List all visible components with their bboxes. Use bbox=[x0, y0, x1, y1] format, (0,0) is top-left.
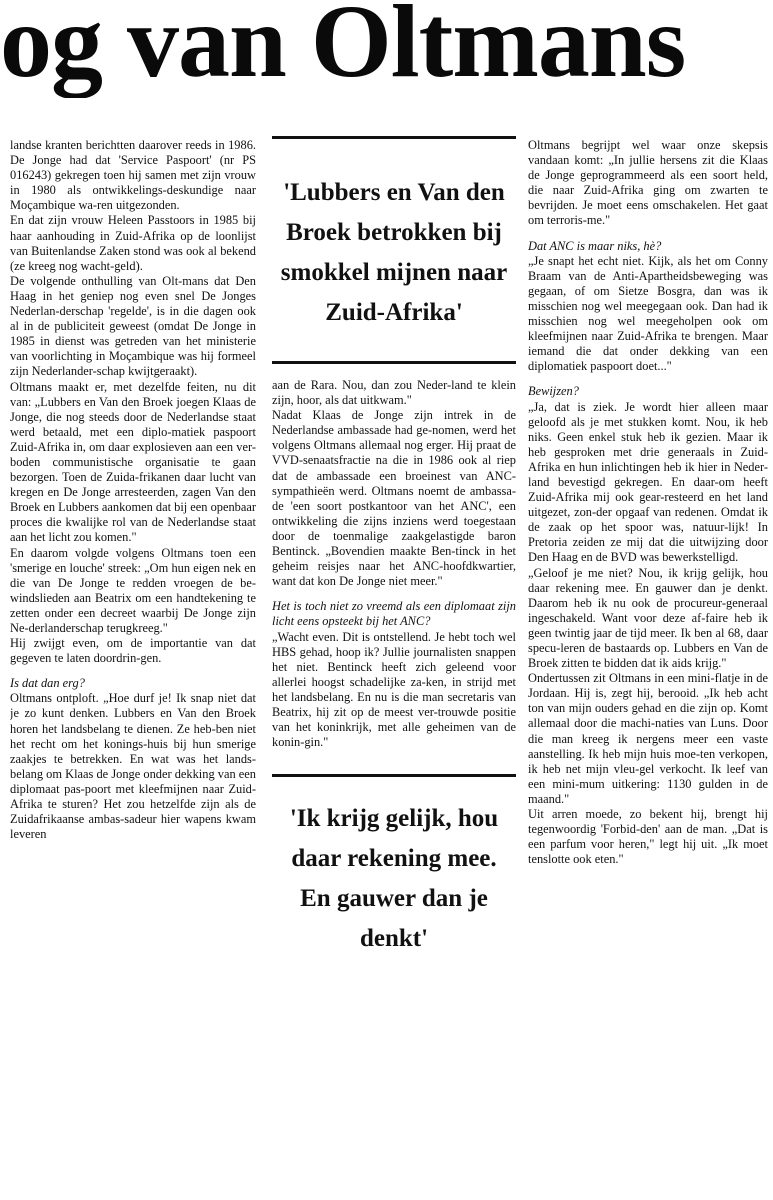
paragraph: Uit arren moede, zo bekent hij, brengt hij tegenwoordig 'Forbid-den' aan de man. „Dat is een parfum voor heren," legt hij uit. „Ik moet tenslotte ook eten." bbox=[528, 807, 768, 867]
paragraph: „Wacht even. Dit is ontstellend. Je hebt toch wel HBS gehad, hoop ik? Jullie journalisten snappen het niet. Bentinck heeft zich geleend voor allerlei hoogst schadelijke za-ken, in strijd met het landsbelang. En nu is die man secretaris van Beatrix, hij zit op de meest ver-trouwde positie van het koninkrijk, met alle geheimen van de konin-gin." bbox=[272, 629, 516, 750]
column-1 bbox=[10, 138, 256, 1200]
paragraph: Oltmans maakt er, met dezelfde feiten, nu dit van: „Lubbers en Van den Broek joegen Klaas de Jonge, die nog steeds door de Nederlandse staat werd betaald, met een diplo-matiek paspoort Zuid-Afrika in, om daar explosieven aan een ver-boden communistische organisatie te gaan bezorgen. Toen de Zuida-frikanen daar lucht van kregen en De Jonge arresteerden, zagen Van den Broek en Lubbers aankomen dat bij een openbaar proces die kwalijke rol van de Nederlandse staat aan het licht zou komen." bbox=[10, 379, 256, 545]
pull-quote-top: 'Lubbers en Van den Broek betrokken bij smokkel mijnen naar Zuid-Afrika' bbox=[272, 136, 516, 364]
paragraph: Nadat Klaas de Jonge zijn intrek in de Nederlandse ambassade had ge-nomen, werd het volgens Oltmans allemaal nog erger. Hij praat de VVD-senaatsfractie na die in 1986 ook al riep dat de ambassade een broeinest van ANC-sympathieën werd. Oltmans noemt de ambassa-de 'een soort postkantoor van het ANC', een ontwikkeling die zijns inziens werd toegestaan door de toenmalige zaakgelastigde baron Bentinck. „Bovendien maakte Ben-tinck in het geheim reisjes naar het ANC-hoofdkwartier, want dat kon De Jonge niet meer." bbox=[272, 408, 516, 589]
paragraph: „Ja, dat is ziek. Je wordt hier alleen maar geloofd als je met stukken komt. Nou, ik heb niks. Geen enkel stuk heb ik gezien. Maar ik heb gesproken met drie generaals in Zuid-Afrika en hun inlichtingen heb ik hier in Neder-land bevestigd gekregen. En daar-om heeft Zuid-Afrika mij ook gear-resteerd en het land uitgezet, zon-der opgaaf van redenen. Omdat ik de zaak op het spoor was, natuur-lijk! In Pretoria zeiden ze mij dat die uitwijzing door Den Haag en de BVD was bewerkstelligd. bbox=[528, 399, 768, 565]
paragraph: Oltmans ontploft. „Hoe durf je! Ik snap niet dat je zo kunt denken. Lubbers en Van den Broek horen het landsbelang te dienen. Ze heb-ben niet het recht om het konings-huis bij hun smerige zaakjes te betrekken. En wat was het lands-belang om Klaas de Jonge onder dekking van een diplomaat pas-poort met kleefmijnen naar Zuid-Afrika te sturen? Het zou hetzelfde zijn als de Zuidafrikaanse ambas-sadeur hier wapens kwam leveren bbox=[10, 691, 256, 842]
paragraph: „Geloof je me niet? Nou, ik krijg gelijk, hou daar rekening mee. En gauwer dan je denkt. Daarom heb ik nu ook de procureur-generaal ingeschakeld. Want voor deze af-faire heb ik geen twintig jaar de tijd meer. Ik ben al 68, daar specu-leren de bastaards op. Lubbers en Van de Broek zitten te bidden dat ik aids krijg." bbox=[528, 565, 768, 671]
paragraph: Ondertussen zit Oltmans in een mini-flatje in de Jordaan. Hij is, zegt hij, berooid. „Ik heb acht ton van mijn ouders gehad en die zijn op. Komt allemaal door die machi-naties van Luns. Door die man kreeg ik nergens meer een vaste aanstelling. Ik heb mijn huis moe-ten verkopen, ik heb net mijn vleu-gel verkocht. Ik leef van een mini-mum uitkering: 1130 gulden in de maand." bbox=[528, 671, 768, 806]
column-3 bbox=[528, 138, 768, 1200]
question: Dat ANC is maar niks, hè? bbox=[528, 238, 662, 253]
column-2-body bbox=[272, 378, 516, 750]
paragraph: „Je snapt het echt niet. Kijk, als het om Conny Braam van de Anti-Apartheidsbeweging was gegaan, of om Sietze Bosgra, dan was ik misschien nog wel meegegaan ook. Dan had ik misschien nog wel meegeholpen ook om kleefmijnen naar Zuid-Afrika te brengen. Maar iemand die dat onder dekking van een diplomatiek paspoort doet..." bbox=[528, 253, 768, 374]
question: Is dat dan erg? bbox=[10, 676, 85, 691]
column-2 bbox=[272, 136, 516, 1200]
paragraph: Hij zwijgt even, om de importantie van dat gegeven te laten doordrin-gen. bbox=[10, 636, 256, 666]
headline: og van Oltmans bbox=[0, 0, 686, 98]
paragraph: En daarom volgde volgens Oltmans toen een 'smerige en louche' streek: „Om hun eigen nek en die van De Jonge te redden vroegen de be-windslieden aan Beatrix om een handtekening te zetten onder een decreet waarbij De Jonge zijn Ne-derlanderschap terugkreeg." bbox=[10, 545, 256, 635]
question: Bewijzen? bbox=[528, 384, 579, 399]
paragraph: Oltmans begrijpt wel waar onze skepsis vandaan komt: „In jullie hersens zit die Klaas de Jonge geprogrammeerd als een soort held, die naar Zuid-Afrika ging om zwarten te bevrijden. Je moet eens omschakelen. Het gaat om terroris-me." bbox=[528, 138, 768, 228]
paragraph: landse kranten berichtten daarover reeds in 1986. De Jonge had dat 'Service Paspoort' (nr PS 016243) gekregen toen hij samen met zijn vrouw in 1980 als ontwikkelings-deskundige naar Moçambique wa-ren uitgezonden. bbox=[10, 138, 256, 213]
paragraph: aan de Rara. Nou, dan zou Neder-land te klein zijn, hoor, als dat uitkwam." bbox=[272, 378, 516, 408]
paragraph: De volgende onthulling van Olt-mans dat Den Haag in het geniep nog even snel De Jonges Nederlan-derschap 'regelde', is in die dagen ook al in de publiciteit geweest (omdat De Jonge in 1985 in dienst was getreden van het ministerie van voorlichting in Moçambique was hij formeel zijn Nederlander-schap kwijtgeraakt). bbox=[10, 273, 256, 379]
question: Het is toch niet zo vreemd als een diplomaat zijn licht eens opsteekt bij het ANC? bbox=[272, 599, 516, 629]
pull-quote-bottom: 'Ik krijg gelijk, hou daar rekening mee. En gauwer dan je denkt' bbox=[272, 774, 516, 959]
paragraph: En dat zijn vrouw Heleen Passtoors in 1985 bij haar aanhouding in Zuid-Afrika op de loonlijst van Buitenlandse Zaken stond was ook al bekend (ze kreeg nog wacht-geld). bbox=[10, 213, 256, 273]
